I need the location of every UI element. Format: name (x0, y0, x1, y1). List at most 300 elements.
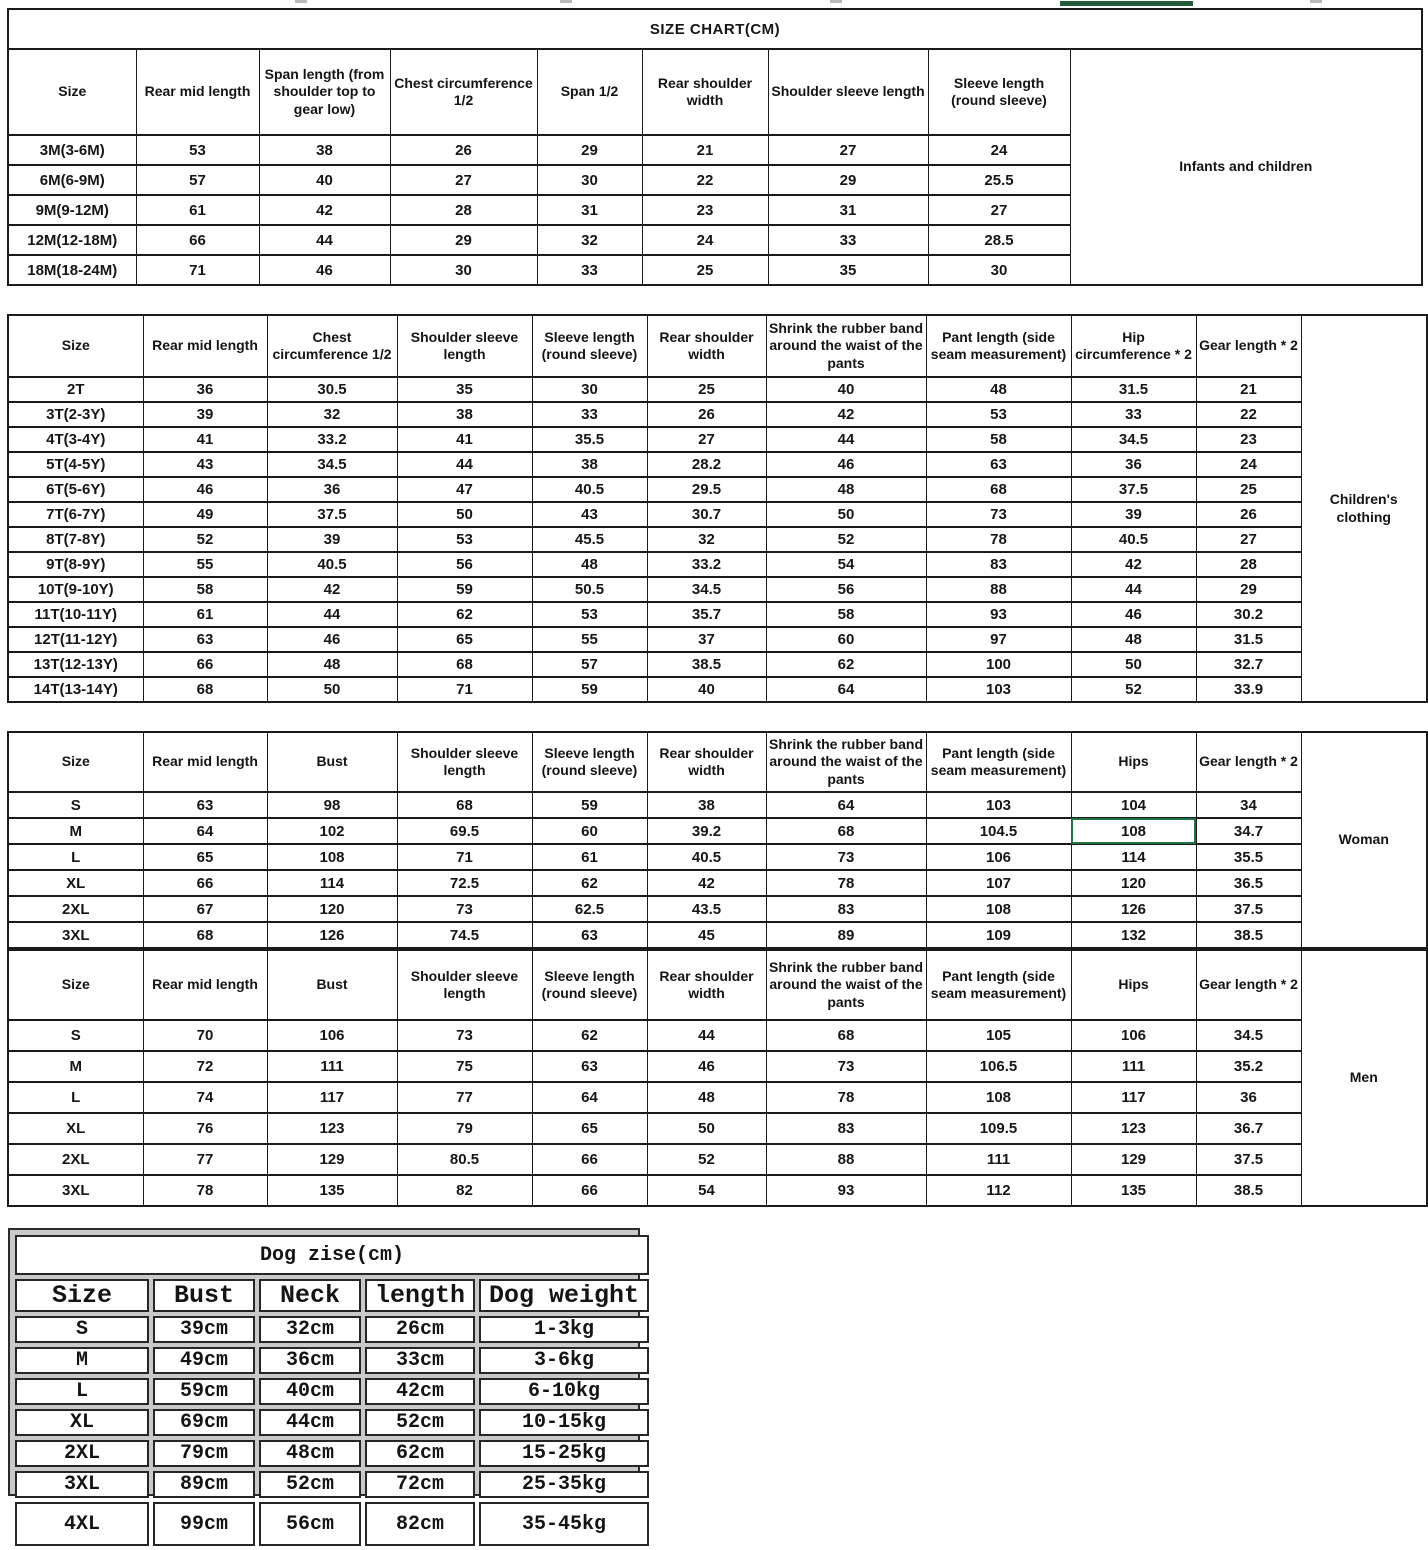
cell: 68 (143, 677, 267, 702)
cell: 114 (1071, 844, 1196, 870)
cell: 100 (926, 652, 1071, 677)
cell: XL (15, 1409, 149, 1436)
cell: 7T(6-7Y) (8, 502, 143, 527)
cell: 126 (1071, 896, 1196, 922)
cell: 66 (532, 1144, 647, 1175)
cell: 23 (642, 195, 768, 225)
cell: 108 (267, 844, 397, 870)
cell: 108 (1071, 818, 1196, 844)
cell: L (15, 1378, 149, 1405)
cell: 102 (267, 818, 397, 844)
cell: 64 (766, 792, 926, 818)
cell: 77 (143, 1144, 267, 1175)
cell: 129 (267, 1144, 397, 1175)
cell: 35.5 (532, 427, 647, 452)
cell: 40.5 (267, 552, 397, 577)
cell: 50 (267, 677, 397, 702)
column-header: Rear mid length (143, 732, 267, 792)
cell: 44 (259, 225, 390, 255)
cell: 57 (136, 165, 259, 195)
cell: 135 (267, 1175, 397, 1206)
cell: 3XL (15, 1471, 149, 1498)
cell: 64 (532, 1082, 647, 1113)
cell: 2XL (8, 1144, 143, 1175)
cell: 66 (532, 1175, 647, 1206)
cell: 31 (768, 195, 928, 225)
cell: 67 (143, 896, 267, 922)
column-header: Chest circumference 1/2 (267, 315, 397, 377)
cell: 28.2 (647, 452, 766, 477)
cell: 111 (267, 1051, 397, 1082)
cell: 46 (143, 477, 267, 502)
cell: 71 (397, 677, 532, 702)
cell: 83 (766, 1113, 926, 1144)
cell: 29 (1196, 577, 1301, 602)
column-header: Gear length * 2 (1196, 950, 1301, 1020)
cell: 71 (397, 844, 532, 870)
cell: 34.5 (1071, 427, 1196, 452)
cell: 48 (532, 552, 647, 577)
cell: 106 (1071, 1020, 1196, 1051)
cell: 26 (647, 402, 766, 427)
cell: 48 (926, 377, 1071, 402)
cell: 53 (926, 402, 1071, 427)
cell: 35 (397, 377, 532, 402)
cell: 6T(5-6Y) (8, 477, 143, 502)
cell: 53 (136, 135, 259, 165)
cell: 32 (267, 402, 397, 427)
table-row (8, 1051, 1427, 1082)
cell: 23 (1196, 427, 1301, 452)
cell: 72 (143, 1051, 267, 1082)
dog-size-table-panel (8, 1228, 640, 1536)
cell: 65 (397, 627, 532, 652)
cell: 44 (647, 1020, 766, 1051)
cell: 56 (397, 552, 532, 577)
cell: 104.5 (926, 818, 1071, 844)
table-row (8, 818, 1427, 844)
table-row (15, 1440, 649, 1467)
column-header: Size (8, 315, 143, 377)
cell: 117 (267, 1082, 397, 1113)
cell: 132 (1071, 922, 1196, 948)
cell: 112 (926, 1175, 1071, 1206)
cell: 50 (1071, 652, 1196, 677)
cell: 58 (926, 427, 1071, 452)
table-row (8, 1020, 1427, 1051)
cell: 9M(9-12M) (8, 195, 136, 225)
cell: 35.2 (1196, 1051, 1301, 1082)
column-header: Size (15, 1279, 149, 1312)
cell: 25 (1196, 477, 1301, 502)
column-header: Neck (259, 1279, 361, 1312)
cell: 36 (267, 477, 397, 502)
column-header: Rear shoulder width (647, 315, 766, 377)
cell: 2T (8, 377, 143, 402)
cell: 69cm (153, 1409, 255, 1436)
cell: 37.5 (267, 502, 397, 527)
cell: 30.7 (647, 502, 766, 527)
column-header: Pant length (side seam measurement) (926, 732, 1071, 792)
cell: 22 (1196, 402, 1301, 427)
cell: 43.5 (647, 896, 766, 922)
cell: 72.5 (397, 870, 532, 896)
cell: 24 (928, 135, 1070, 165)
cell: 83 (926, 552, 1071, 577)
cell: 26 (1196, 502, 1301, 527)
infants-size-table (7, 8, 1423, 286)
cell: S (8, 792, 143, 818)
cell: 54 (766, 552, 926, 577)
cell: 38 (647, 792, 766, 818)
cell: 80.5 (397, 1144, 532, 1175)
cell: 63 (532, 922, 647, 948)
table-row (15, 1347, 649, 1374)
cell: 68 (397, 652, 532, 677)
cell: 39 (1071, 502, 1196, 527)
table-row (8, 527, 1427, 552)
column-header: Shrink the rubber band around the waist of the pants (766, 315, 926, 377)
cell: 49 (143, 502, 267, 527)
table-row (15, 1316, 649, 1343)
cell: 27 (647, 427, 766, 452)
cell: 48 (267, 652, 397, 677)
cell: 33 (768, 225, 928, 255)
table-row (15, 1409, 649, 1436)
cell: L (8, 844, 143, 870)
column-header: Shoulder sleeve length (768, 49, 928, 135)
cell: 38 (259, 135, 390, 165)
column-header: Dog weight (479, 1279, 649, 1312)
table-row (15, 1502, 649, 1546)
cell: 18M(18-24M) (8, 255, 136, 285)
cell: 37.5 (1196, 896, 1301, 922)
cell: 62 (532, 870, 647, 896)
cell: 25 (647, 377, 766, 402)
cell: 103 (926, 677, 1071, 702)
cell: 27 (928, 195, 1070, 225)
cell: 30 (390, 255, 537, 285)
cell: 52 (1071, 677, 1196, 702)
cell: 68 (766, 1020, 926, 1051)
column-header: Hips (1071, 950, 1196, 1020)
cell: 97 (926, 627, 1071, 652)
cell: 69.5 (397, 818, 532, 844)
cell: 33.2 (647, 552, 766, 577)
cell: 78 (766, 870, 926, 896)
cell: 39.2 (647, 818, 766, 844)
column-header: Span length (from shoulder top to gear low) (259, 49, 390, 135)
cell: 44 (1071, 577, 1196, 602)
cell: 106 (267, 1020, 397, 1051)
cell: 22 (642, 165, 768, 195)
cell: 36 (1196, 1082, 1301, 1113)
cell: M (15, 1347, 149, 1374)
cell: 8T(7-8Y) (8, 527, 143, 552)
cell: 43 (143, 452, 267, 477)
cell: 66 (136, 225, 259, 255)
column-header: Shoulder sleeve length (397, 732, 532, 792)
column-header: Rear mid length (143, 315, 267, 377)
cell: 28.5 (928, 225, 1070, 255)
table-row (8, 652, 1427, 677)
cell: 34.7 (1196, 818, 1301, 844)
cell: 46 (259, 255, 390, 285)
column-header: Gear length * 2 (1196, 315, 1301, 377)
gridline-tick (1310, 0, 1322, 3)
cell: 61 (136, 195, 259, 225)
table-row (8, 792, 1427, 818)
cell: 88 (766, 1144, 926, 1175)
cell: 34 (1196, 792, 1301, 818)
table-row (8, 1113, 1427, 1144)
cell: 34.5 (267, 452, 397, 477)
cell: 75 (397, 1051, 532, 1082)
cell: 109 (926, 922, 1071, 948)
cell: 6-10kg (479, 1378, 649, 1405)
column-header: Pant length (side seam measurement) (926, 315, 1071, 377)
category-label: Woman (1301, 732, 1427, 948)
cell: 39 (267, 527, 397, 552)
cell: 35-45kg (479, 1502, 649, 1546)
cell: 73 (766, 1051, 926, 1082)
cell: 29.5 (647, 477, 766, 502)
cell: 52 (647, 1144, 766, 1175)
cell: 43 (532, 502, 647, 527)
cell: 36.5 (1196, 870, 1301, 896)
column-header: length (365, 1279, 475, 1312)
cell: 109.5 (926, 1113, 1071, 1144)
cell: 106 (926, 844, 1071, 870)
cell: 42cm (365, 1378, 475, 1405)
cell: 25.5 (928, 165, 1070, 195)
table-row (8, 502, 1427, 527)
cell: 41 (397, 427, 532, 452)
cell: 32 (647, 527, 766, 552)
cell: 42 (1071, 552, 1196, 577)
column-header: Size (8, 49, 136, 135)
cell: 32cm (259, 1316, 361, 1343)
cell: 27 (1196, 527, 1301, 552)
cell: 52cm (259, 1471, 361, 1498)
cell: 40.5 (1071, 527, 1196, 552)
cell: 3-6kg (479, 1347, 649, 1374)
table-row (15, 1378, 649, 1405)
cell: 32 (537, 225, 642, 255)
column-header: Pant length (side seam measurement) (926, 950, 1071, 1020)
cell: 2XL (15, 1440, 149, 1467)
table-row (8, 427, 1427, 452)
cell: 36 (1071, 452, 1196, 477)
cell: 26 (390, 135, 537, 165)
column-header: Sleeve length (round sleeve) (532, 950, 647, 1020)
cell: 52 (766, 527, 926, 552)
cell: 71 (136, 255, 259, 285)
cell: 60 (532, 818, 647, 844)
column-header: Hips (1071, 732, 1196, 792)
column-header: Rear mid length (143, 950, 267, 1020)
cell: 108 (926, 1082, 1071, 1113)
table-row (8, 1082, 1427, 1113)
gridline-tick (830, 0, 842, 3)
cell: 21 (1196, 377, 1301, 402)
cell: 10-15kg (479, 1409, 649, 1436)
cell: 36cm (259, 1347, 361, 1374)
table-row (8, 452, 1427, 477)
cell: 4T(3-4Y) (8, 427, 143, 452)
cell: 46 (1071, 602, 1196, 627)
cell: 123 (1071, 1113, 1196, 1144)
cell: 40 (259, 165, 390, 195)
cell: 93 (926, 602, 1071, 627)
cell: M (8, 818, 143, 844)
cell: 62 (397, 602, 532, 627)
cell: 62.5 (532, 896, 647, 922)
cell: 64 (143, 818, 267, 844)
cell: 25-35kg (479, 1471, 649, 1498)
table-row (8, 477, 1427, 502)
cell: 3XL (8, 922, 143, 948)
cell: 40 (766, 377, 926, 402)
cell: 40.5 (532, 477, 647, 502)
cell: 106.5 (926, 1051, 1071, 1082)
cell: 28 (1196, 552, 1301, 577)
cell: 36 (143, 377, 267, 402)
cell: S (8, 1020, 143, 1051)
cell: 114 (267, 870, 397, 896)
cell: 62 (532, 1020, 647, 1051)
cell: 13T(12-13Y) (8, 652, 143, 677)
cell: 68 (766, 818, 926, 844)
cell: 25 (642, 255, 768, 285)
cell: 76 (143, 1113, 267, 1144)
cell: L (8, 1082, 143, 1113)
cell: M (8, 1051, 143, 1082)
cell: 60 (766, 627, 926, 652)
cell: 32.7 (1196, 652, 1301, 677)
cell: 40cm (259, 1378, 361, 1405)
cell: 120 (1071, 870, 1196, 896)
column-header: Rear shoulder width (647, 950, 766, 1020)
column-header: Span 1/2 (537, 49, 642, 135)
table-row (8, 844, 1427, 870)
table-row (8, 870, 1427, 896)
cell: 70 (143, 1020, 267, 1051)
cell: 40.5 (647, 844, 766, 870)
cell: 62 (766, 652, 926, 677)
cell: 54 (647, 1175, 766, 1206)
cell: 117 (1071, 1082, 1196, 1113)
cell: 38 (397, 402, 532, 427)
cell: 73 (766, 844, 926, 870)
column-header: Shrink the rubber band around the waist of the pants (766, 950, 926, 1020)
cell: 66 (143, 870, 267, 896)
cell: 126 (267, 922, 397, 948)
cell: 49cm (153, 1347, 255, 1374)
cell: 50.5 (532, 577, 647, 602)
cell: 64 (766, 677, 926, 702)
cell: 47 (397, 477, 532, 502)
cell: 58 (143, 577, 267, 602)
cell: 53 (397, 527, 532, 552)
cell: 45 (647, 922, 766, 948)
cell: 98 (267, 792, 397, 818)
cell: 68 (143, 922, 267, 948)
cell: 89cm (153, 1471, 255, 1498)
cell: 111 (926, 1144, 1071, 1175)
cell: 129 (1071, 1144, 1196, 1175)
cell: 48 (1071, 627, 1196, 652)
cell: 31.5 (1196, 627, 1301, 652)
cell: 62cm (365, 1440, 475, 1467)
cell: 33.2 (267, 427, 397, 452)
cell: 24 (642, 225, 768, 255)
cell: 74.5 (397, 922, 532, 948)
cell: 39cm (153, 1316, 255, 1343)
cell: 56 (766, 577, 926, 602)
cell: 65 (143, 844, 267, 870)
cell: 29 (537, 135, 642, 165)
cell: 72cm (365, 1471, 475, 1498)
cell: 107 (926, 870, 1071, 896)
cell: 1-3kg (479, 1316, 649, 1343)
column-header: Size (8, 732, 143, 792)
sheet-title: SIZE CHART(CM) (8, 9, 1422, 49)
column-header: Shoulder sleeve length (397, 950, 532, 1020)
cell: 78 (143, 1175, 267, 1206)
cell: 24 (1196, 452, 1301, 477)
cell: 78 (926, 527, 1071, 552)
cell: 63 (143, 792, 267, 818)
table-row (8, 922, 1427, 948)
gridline-tick (295, 0, 307, 3)
cell: 59cm (153, 1378, 255, 1405)
cell: 30.2 (1196, 602, 1301, 627)
cell: 35.7 (647, 602, 766, 627)
cell: 33.9 (1196, 677, 1301, 702)
cell: 44 (397, 452, 532, 477)
cell: 38.5 (647, 652, 766, 677)
cell: 46 (267, 627, 397, 652)
cell: 29 (390, 225, 537, 255)
cell: 33cm (365, 1347, 475, 1374)
gridline-tick (560, 0, 572, 3)
cell: 15-25kg (479, 1440, 649, 1467)
cell: 61 (143, 602, 267, 627)
cell: 14T(13-14Y) (8, 677, 143, 702)
cell: 78 (766, 1082, 926, 1113)
category-label: Men (1301, 950, 1427, 1206)
men-size-table (7, 949, 1428, 1207)
dog-table-title: Dog zise(cm) (15, 1235, 649, 1275)
cell: 33 (537, 255, 642, 285)
table-row (8, 1175, 1427, 1206)
cell: 83 (766, 896, 926, 922)
column-header: Chest circumference 1/2 (390, 49, 537, 135)
column-header: Shoulder sleeve length (397, 315, 532, 377)
cell: 89 (766, 922, 926, 948)
cell: 48 (647, 1082, 766, 1113)
cell: 42 (267, 577, 397, 602)
cell: 28 (390, 195, 537, 225)
cell: 4XL (15, 1502, 149, 1546)
woman-size-table (7, 731, 1428, 949)
cell: 59 (397, 577, 532, 602)
cell: 11T(10-11Y) (8, 602, 143, 627)
cell: 74 (143, 1082, 267, 1113)
cell: 56cm (259, 1502, 361, 1546)
cell: 37 (647, 627, 766, 652)
